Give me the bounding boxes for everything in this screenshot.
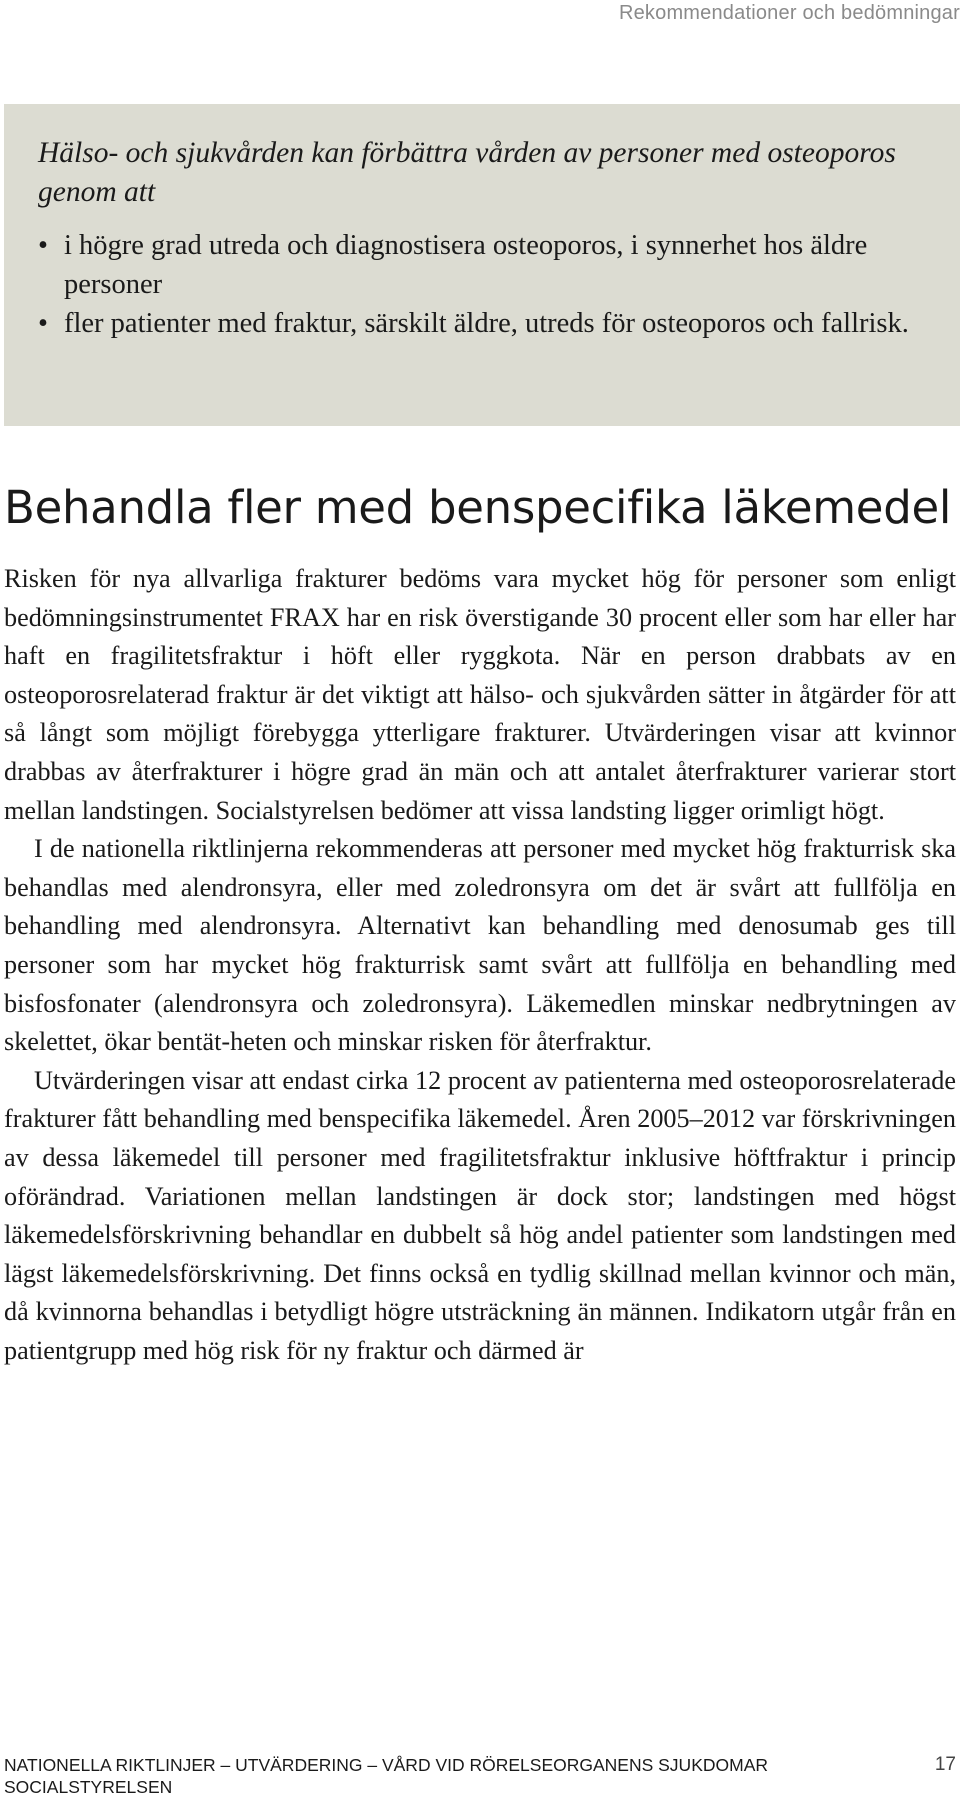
- bullet-icon: •: [38, 230, 48, 261]
- body-text: [4, 560, 956, 1370]
- list-item-text: i högre grad utreda och diagnostisera osteoporos, i synnerhet hos äldre personer: [64, 230, 868, 300]
- footer-publisher: SOCIALSTYRELSEN: [4, 1777, 173, 1797]
- list-item: [38, 304, 930, 343]
- bullet-icon: •: [38, 308, 48, 339]
- section-heading: Behandla fler med benspecifika läkemedel: [4, 481, 952, 534]
- list-item: [38, 226, 930, 304]
- paragraph: Risken för nya allvarliga frakturer bedöms vara mycket hög för personer som enligt bedömningsinstrumentet FRAX har en risk överstigande 30 procent eller som har eller har haft en fragilitetsfraktur i höft eller ryggkota. När en person drabbats av en osteoporosrelaterad fraktur är det viktigt att hälso- och sjukvården sätter in åtgärder för att så långt som möjligt förebygga ytterligare frakturer. Utvärderingen visar att kvinnor drabbas av återfrakturer i högre grad än män och att antalet återfrakturer varierar stort mellan landstingen. Socialstyrelsen bedömer att vissa landsting ligger orimligt högt.: [4, 564, 956, 825]
- list-item-text: fler patienter med fraktur, särskilt äldre, utreds för osteoporos och fallrisk.: [64, 308, 909, 339]
- summary-box: [4, 104, 960, 426]
- page-footer: [4, 1754, 956, 1798]
- paragraph: I de nationella riktlinjerna rekommenderas att personer med mycket hög frakturrisk ska behandlas med alendronsyra, eller med zoledronsyra om det är svårt att fullfölja en behandling med alendronsyra. Alternativt kan behandling med denosumab ges till personer som har mycket hög frakturrisk samt svårt att fullfölja en behandling med bisfosfonater (alendronsyra och zoledronsyra). Läkemedlen minskar nedbrytningen av skelettet, ökar bentät-heten och minskar risken för återfraktur.: [4, 834, 956, 1057]
- running-header: Rekommendationer och bedömningar: [618, 2, 960, 24]
- paragraph: Utvärderingen visar att endast cirka 12 procent av patienterna med osteoporosrelaterade frakturer fått behandling med benspecifika läkemedel. Åren 2005–2012 var förskrivningen av dessa läkemedel till personer med fragilitetsfraktur inklusive höftfraktur i princip oförändrad. Variationen mellan landstingen är dock stor; landstingen med högst läkemedelsförskrivning behandlar en dubbelt så hög andel patienter som landstingen med lägst läkemedelsförskrivning. Det finns också en tydlig skillnad mellan kvinnor och män, då kvinnorna behandlas i betydligt högre utsträckning än männen. Indikatorn utgår från en patientgrupp med hög risk för ny fraktur och därmed är: [4, 1065, 956, 1365]
- page-number: 17: [934, 1754, 956, 1775]
- summary-list: [38, 226, 930, 343]
- summary-intro: Hälso- och sjukvården kan förbättra vården av personer med osteoporos genom att: [38, 137, 896, 208]
- footer-publication: NATIONELLA RIKTLINJER – UTVÄRDERING – VÅRD VID RÖRELSEORGANENS SJUKDOMAR: [4, 1755, 769, 1775]
